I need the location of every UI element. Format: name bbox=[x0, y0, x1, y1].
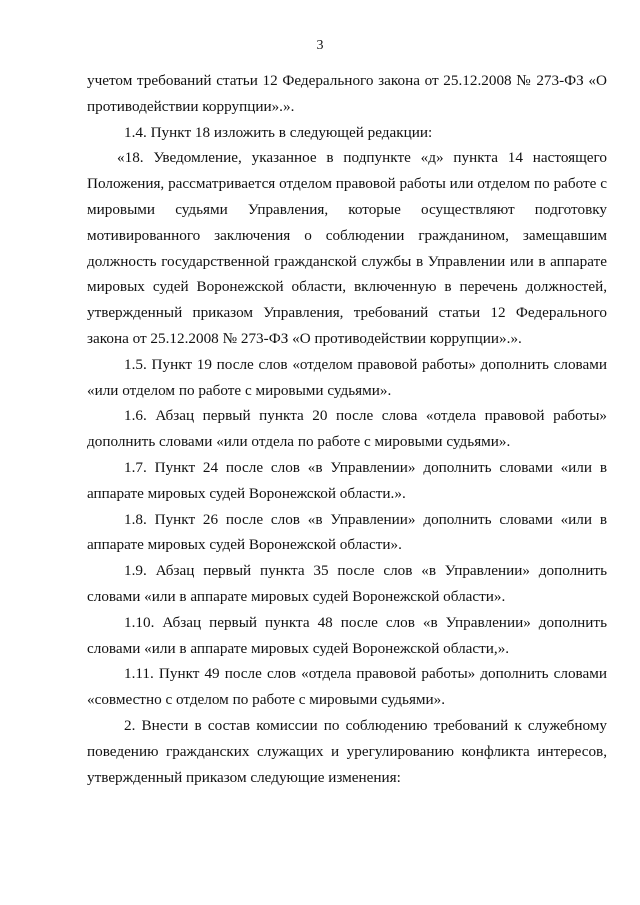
paragraph-2: 2. Внести в состав комиссии по соблюдению требований к служебному поведению гражданских служащих и урегулированию конфликта интересов, утвержденный приказом следующие изменения: bbox=[87, 716, 607, 786]
document-body bbox=[87, 68, 607, 790]
paragraph-1-11: 1.11. Пункт 49 после слов «отдела правовой работы» дополнить словами «совместно с отделом по работе с мировыми судьями». bbox=[87, 665, 607, 709]
paragraph-1-7: 1.7. Пункт 24 после слов «в Управлении» дополнить словами «или в аппарате мировых судей Воронежской области.». bbox=[87, 458, 607, 502]
paragraph-clause-18: «18. Уведомление, указанное в подпункте «д» пункта 14 настоящего Положения, рассматривается отделом правовой работы или отделом по работе с мировыми судьями Управления, которые осуществляют подготовку мотивированного заключения о соблюдении гражданином, замещавшим должность государственной гражданской службы в Управлении или в аппарате мировых судей Воронежской области, включенную в перечень должностей, утвержденный приказом Управления, требований статьи 12 Федерального закона от 25.12.2008 № 273-ФЗ «О противодействии коррупции».». bbox=[87, 149, 607, 347]
paragraph-continuation: учетом требований статьи 12 Федерального закона от 25.12.2008 № 273-ФЗ «О противодействии коррупции».». bbox=[87, 72, 607, 115]
paragraph-1-10: 1.10. Абзац первый пункта 48 после слов «в Управлении» дополнить словами «или в аппарате мировых судей Воронежской области,». bbox=[87, 613, 607, 657]
paragraph-1-6: 1.6. Абзац первый пункта 20 после слова «отдела правовой работы» дополнить словами «или отдела по работе с мировыми судьями». bbox=[87, 407, 607, 451]
paragraph-1-5: 1.5. Пункт 19 после слов «отделом правовой работы» дополнить словами «или отделом по работе с мировыми судьями». bbox=[87, 355, 607, 399]
paragraph-1-8: 1.8. Пункт 26 после слов «в Управлении» дополнить словами «или в аппарате мировых судей Воронежской области». bbox=[87, 510, 607, 554]
paragraph-1-4: 1.4. Пункт 18 изложить в следующей редакции: bbox=[124, 123, 433, 141]
paragraph-1-9: 1.9. Абзац первый пункта 35 после слов «в Управлении» дополнить словами «или в аппарате мировых судей Воронежской области». bbox=[87, 562, 607, 605]
page-number: 3 bbox=[316, 38, 324, 53]
